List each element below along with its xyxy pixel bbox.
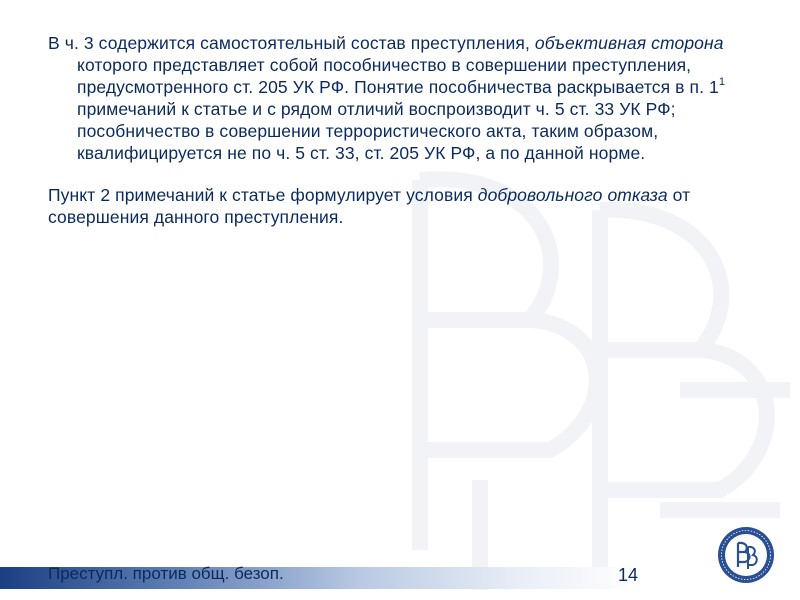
paragraph-accomplice	[48, 32, 778, 164]
objective-side-term: объективная сторона	[534, 33, 724, 53]
footer-title: Преступл. против общ. безоп.	[48, 564, 284, 583]
paragraph1-superscript: 1	[718, 76, 726, 89]
paragraph1-text-end: примечаний к статье и с рядом отличий воспроизводит ч. 5 ст. 33 УК РФ; пособничество в совершении террористического акта, таким образом, квалифицируется не по ч. 5 ст. 33, ст. 205 УК РФ, а по данной норме.	[77, 99, 676, 163]
university-seal-logo-icon	[716, 525, 776, 585]
paragraph2-text-end: от совершения данного преступления.	[48, 185, 691, 227]
paragraph1-text-middle: которого представляет собой пособничество в совершении преступления, предусмотренного ст. 205 УК РФ. Понятие пособничества раскрывается в п. 1	[77, 55, 719, 97]
paragraph1-text-start: В ч. 3 содержится самостоятельный состав преступления,	[48, 33, 535, 53]
page-number: 14	[618, 565, 639, 585]
voluntary-refusal-term: добровольного отказа	[477, 185, 668, 205]
paragraph2-text-start: Пункт 2 примечаний к статье формулирует условия	[48, 185, 478, 205]
paragraph-voluntary-refusal	[48, 184, 778, 228]
slide-body	[48, 32, 778, 228]
